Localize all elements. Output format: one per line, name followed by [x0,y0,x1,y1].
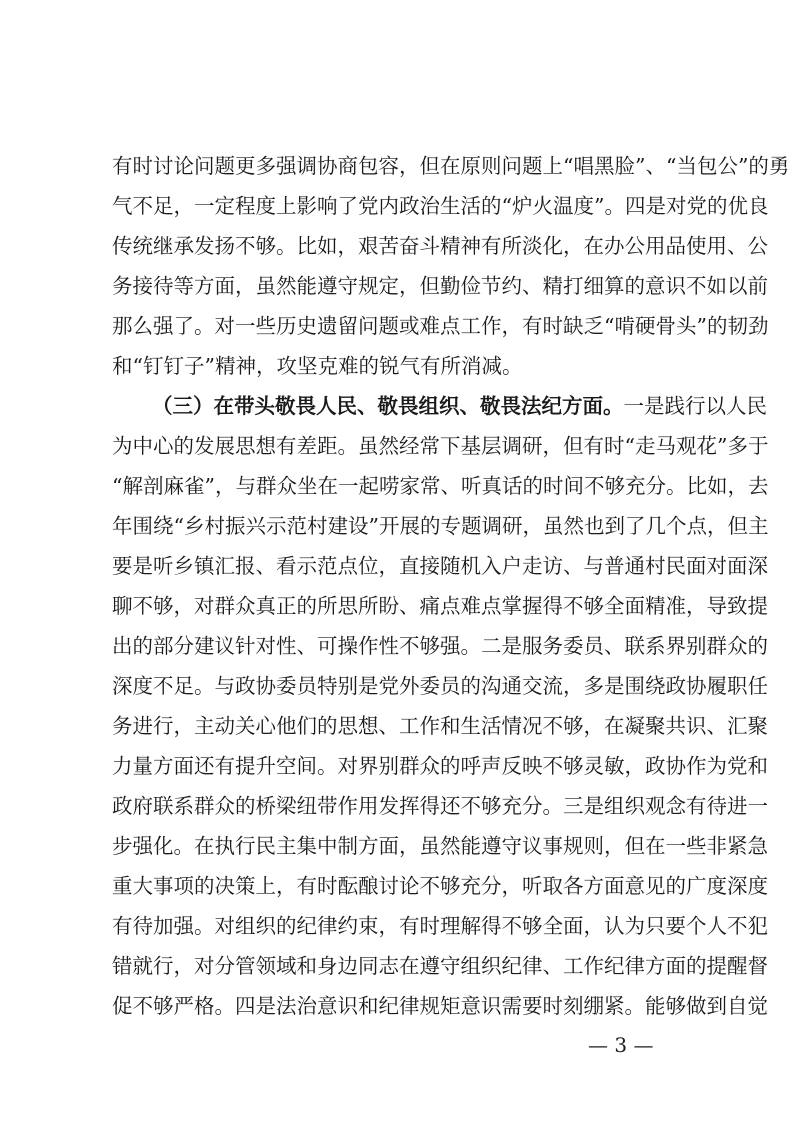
paragraph-line: 和“钉钉子”精神，攻坚克难的锐气有所消减。 [112,354,523,378]
paragraph-line: 年围绕“乡村振兴示范村建设”开展的专题调研，虽然也到了几个点，但主 [112,514,769,538]
paragraph-line: 那么强了。对一些历史遗留问题或难点工作，有时缺乏“啃硬骨头”的韧劲 [112,314,769,338]
paragraph-line: 步强化。在执行民主集中制方面，虽然能遵守议事规则，但在一些非紧急 [112,834,768,858]
section-heading: （三）在带头敬畏人民、敬畏组织、敬畏法纪方面。 [152,394,624,418]
paragraph-line: 出的部分建议针对性、可操作性不够强。二是服务委员、联系界别群众的 [112,634,768,658]
paragraph-line: 气不足，一定程度上影响了党内政治生活的“炉火温度”。四是对党的优良 [112,194,769,218]
paragraph-line: 务进行，主动关心他们的思想、工作和生活情况不够，在凝聚共识、汇聚 [112,714,768,738]
paragraph-line: 要是听乡镇汇报、看示范点位，直接随机入户走访、与普通村民面对面深 [112,554,768,578]
paragraph-line: 政府联系群众的桥梁纽带作用发挥得还不够充分。三是组织观念有待进一 [112,794,768,818]
paragraph-line: 错就行，对分管领域和身边同志在遵守组织纪律、工作纪律方面的提醒督 [112,954,768,978]
paragraph-line: 促不够严格。四是法治意识和纪律规矩意识需要时刻绷紧。能够做到自觉 [112,994,768,1018]
paragraph-line: 有待加强。对组织的纪律约束，有时理解得不够全面，认为只要个人不犯 [112,914,768,938]
section-heading-line [152,386,767,426]
paragraph-line: 有时讨论问题更多强调协商包容，但在原则问题上“唱黑脸”、“当包公”的勇 [112,154,790,178]
paragraph-line: 聊不够，对群众真正的所思所盼、痛点难点掌握得不够全面精准，导致提 [112,594,768,618]
paragraph-line: 力量方面还有提升空间。对界别群众的呼声反映不够灵敏，政协作为党和 [112,754,768,778]
paragraph-line: 务接待等方面，虽然能遵守规定，但勤俭节约、精打细算的意识不如以前 [112,274,768,298]
paragraph-line: 传统继承发扬不够。比如，艰苦奋斗精神有所淡化，在办公用品使用、公 [112,234,768,258]
paragraph-line: 为中心的发展思想有差距。虽然经常下基层调研，但有时“走马观花”多于 [112,434,769,458]
paragraph-line: 重大事项的决策上，有时酝酿讨论不够充分，听取各方面意见的广度深度 [112,874,768,898]
section-heading-continuation: 一是践行以人民 [623,394,767,418]
page-number: — 3 — [588,1033,654,1057]
paragraph-line: 深度不足。与政协委员特别是党外委员的沟通交流，多是围绕政协履职任 [112,674,768,698]
paragraph-line: “解剖麻雀”，与群众坐在一起唠家常、听真话的时间不够充分。比如，去 [112,474,769,498]
